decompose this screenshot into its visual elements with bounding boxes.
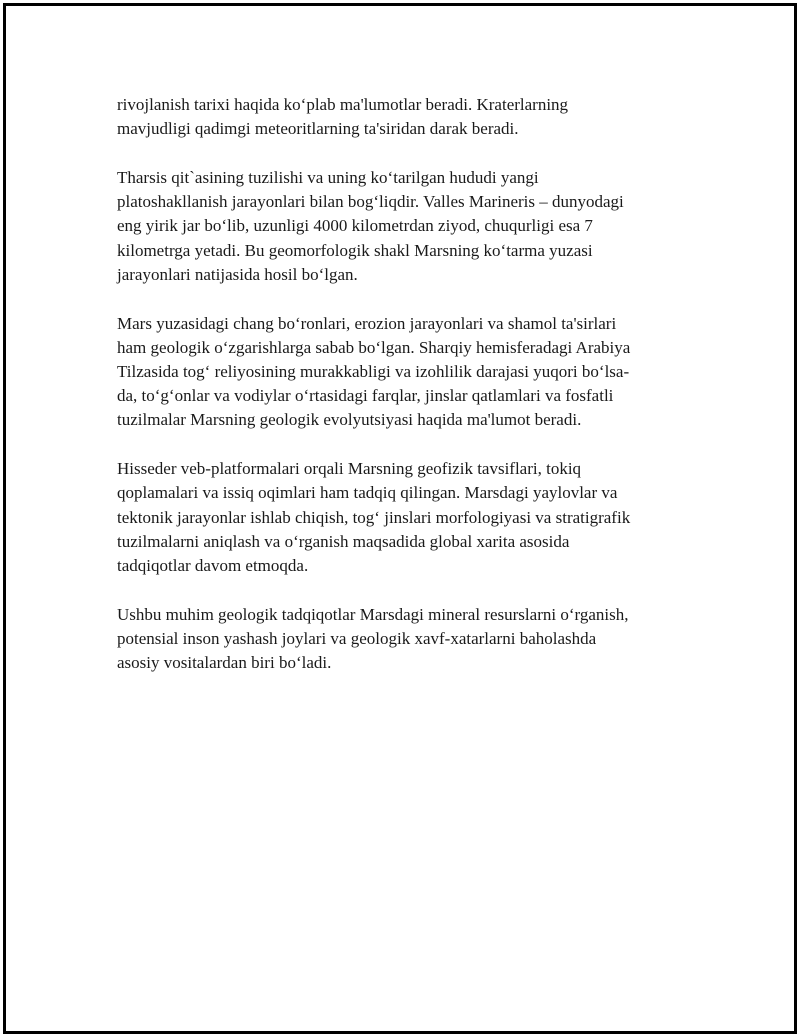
- document-body: [117, 93, 677, 700]
- paragraph: Mars yuzasidagi chang boʻronlari, erozion jarayonlari va shamol ta'sirlari ham geologik oʻzgarishlarga sabab boʻlgan. Sharqiy hemisferadagi Arabiya Tilzasida togʻ reliyosining murakkabligi va izohlilik darajasi yuqori boʻlsa- da, toʻgʻonlar va vodiylar oʻrtasidagi farqlar, jinslar qatlamlari va fosfatli tuzilmalar Marsning geologik evolyutsiyasi haqida ma'lumot beradi.: [117, 313, 631, 430]
- paragraph: Ushbu muhim geologik tadqiqotlar Marsdagi mineral resurslarni oʻrganish, potensial inson yashash joylari va geologik xavf-xatarlarni baholashda asosiy vositalardan biri boʻladi.: [117, 604, 629, 673]
- paragraph: Tharsis qit`asining tuzilishi va uning koʻtarilgan hududi yangi platoshakllanish jarayonlari bilan bogʻliqdir. Valles Marineris – dunyodagi eng yirik jar boʻlib, uzunligi 4000 kilometrdan ziyod, chuqurligi esa 7 kilometrga yetadi. Bu geomorfologik shakl Marsning koʻtarma yuzasi jarayonlari natijasida hosil boʻlgan.: [117, 168, 624, 284]
- paragraph: rivojlanish tarixi haqida koʻplab ma'lumotlar beradi. Kraterlarning mavjudligi qadimgi meteoritlarning ta'siridan darak beradi.: [117, 95, 569, 139]
- paragraph: Hisseder veb-platformalari orqali Marsning geofizik tavsiflari, tokiq qoplamalari va issiq oqimlari ham tadqiq qilingan. Marsdagi yaylovlar va tektonik jarayonlar ishlab chiqish, togʻ jinslari morfologiyasi va stratigrafik tuzilmalarni aniqlash va oʻrganish maqsadida global xarita asosida tadqiqotlar davom etmoqda.: [117, 459, 631, 576]
